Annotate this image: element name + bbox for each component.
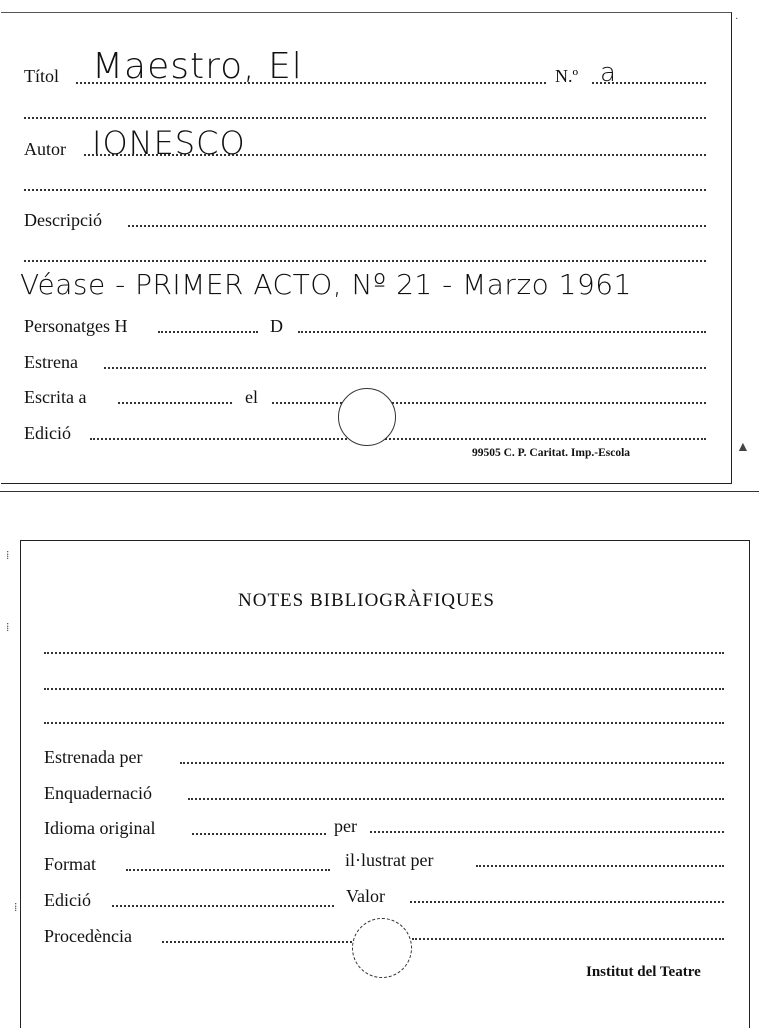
valor-line bbox=[410, 901, 724, 903]
descripcio-label: Descripció bbox=[24, 210, 102, 230]
format-line bbox=[126, 869, 330, 871]
escrita-label: Escrita a bbox=[24, 387, 87, 407]
per-line bbox=[370, 831, 724, 833]
numero-label: N.º bbox=[555, 66, 579, 86]
notes-line bbox=[44, 722, 724, 724]
scan-speck: · bbox=[735, 14, 739, 25]
edicio-label: Edició bbox=[24, 423, 71, 443]
illustrat-line bbox=[476, 865, 724, 867]
notes-title: NOTES BIBLIOGRÀFIQUES bbox=[238, 590, 495, 611]
illustrat-label: il·lustrat per bbox=[345, 850, 434, 870]
edicio-back-line bbox=[112, 905, 334, 907]
punch-hole bbox=[338, 388, 396, 446]
edicio-back-label: Edició bbox=[44, 890, 91, 910]
descripcio-continuation-line bbox=[24, 260, 706, 262]
numero-handwritten-value: a bbox=[600, 58, 617, 88]
enquadernacio-line bbox=[188, 798, 724, 800]
edicio-line bbox=[90, 438, 706, 440]
punch-hole bbox=[352, 918, 412, 978]
titol-handwritten-value: Maestro, El bbox=[92, 46, 303, 87]
format-label: Format bbox=[44, 854, 96, 874]
el-line bbox=[272, 402, 706, 404]
personatges-h-line bbox=[158, 331, 258, 333]
printer-imprint: 99505 C. P. Caritat. Imp.-Escola bbox=[472, 447, 631, 459]
scan-speck: ⁞ bbox=[6, 620, 10, 634]
procedencia-line bbox=[162, 941, 352, 943]
personatges-d-line bbox=[298, 331, 706, 333]
estrena-label: Estrena bbox=[24, 352, 78, 372]
procedencia-label: Procedència bbox=[44, 926, 132, 946]
personatges-d-label: D bbox=[270, 316, 283, 336]
per-label: per bbox=[334, 816, 357, 836]
estrena-line bbox=[104, 367, 706, 369]
procedencia-line-2 bbox=[412, 938, 724, 940]
valor-label: Valor bbox=[346, 886, 385, 906]
autor-continuation-line bbox=[24, 189, 706, 191]
idioma-line bbox=[192, 833, 326, 835]
descripcio-line bbox=[128, 225, 706, 227]
el-label: el bbox=[245, 387, 258, 407]
notes-line bbox=[44, 688, 724, 690]
titol-label: Títol bbox=[24, 66, 59, 86]
titol-continuation-line bbox=[24, 117, 706, 119]
card-separator-line bbox=[0, 491, 759, 492]
idioma-label: Idioma original bbox=[44, 818, 156, 838]
notes-line bbox=[44, 652, 724, 654]
scan-speck: ▲ bbox=[736, 440, 750, 455]
escrita-line bbox=[118, 402, 232, 404]
scan-speck: ⁞ bbox=[14, 900, 18, 914]
autor-handwritten-value: IONESCO bbox=[92, 124, 246, 162]
scan-speck: ⁞ bbox=[6, 548, 10, 562]
estrenada-label: Estrenada per bbox=[44, 747, 143, 767]
personatges-h-label: Personatges H bbox=[24, 316, 128, 336]
autor-label: Autor bbox=[24, 139, 66, 159]
estrenada-line bbox=[180, 762, 724, 764]
enquadernacio-label: Enquadernació bbox=[44, 783, 152, 803]
institution-stamp: Institut del Teatre bbox=[586, 964, 701, 980]
note-handwritten-value: Véase - PRIMER ACTO, Nº 21 - Marzo 1961 bbox=[20, 268, 632, 301]
